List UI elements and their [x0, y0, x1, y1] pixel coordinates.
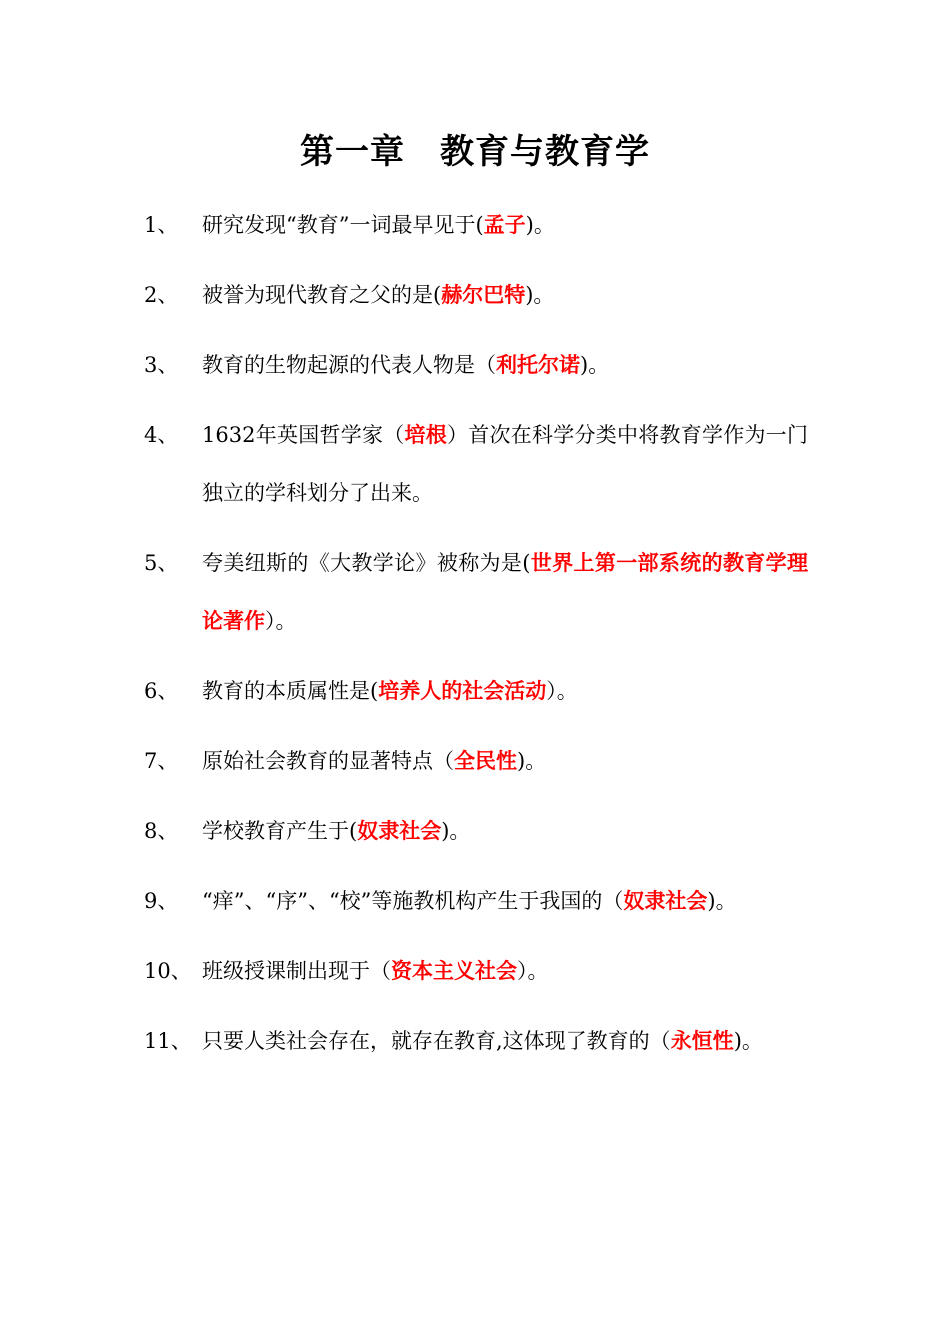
answer-highlight: 赫尔巴特 — [441, 282, 526, 307]
answer-highlight: 世界上第一部系统的教育学理论著作 — [202, 550, 809, 633]
question-text: 学校教育产生于( — [202, 819, 358, 843]
item-text — [202, 872, 808, 930]
item-text — [202, 802, 808, 860]
answer-highlight: 全民性 — [454, 748, 517, 773]
question-text: ）。 — [517, 959, 549, 983]
item-number: 2、 — [144, 283, 179, 307]
item-text — [202, 196, 808, 254]
list-item — [0, 942, 950, 1000]
item-text — [202, 266, 808, 324]
item-text — [202, 942, 808, 1000]
question-text: 只要人类社会存在，就存在教育,这体现了教育的（ — [202, 1029, 671, 1053]
item-text — [202, 406, 808, 522]
item-text — [202, 1012, 808, 1070]
question-text: 教育的本质属性是( — [202, 679, 379, 703]
list-item — [0, 802, 950, 860]
item-number: 7、 — [144, 749, 179, 773]
list-item — [0, 662, 950, 720]
answer-highlight: 奴隶社会 — [623, 888, 708, 913]
list-item — [0, 534, 950, 650]
list-item — [0, 732, 950, 790]
answer-highlight: 奴隶社会 — [357, 818, 442, 843]
item-number: 1、 — [144, 213, 179, 237]
question-text: ）。 — [265, 609, 297, 633]
item-number: 8、 — [144, 819, 179, 843]
item-text — [202, 534, 808, 650]
list-item — [0, 872, 950, 930]
question-text: )。 — [517, 749, 547, 773]
item-number: 9、 — [144, 889, 179, 913]
list-item — [0, 196, 950, 254]
answer-highlight: 永恒性 — [670, 1028, 734, 1053]
list-item — [0, 266, 950, 324]
question-text: 夸美纽斯的《大教学论》被称为是( — [202, 551, 531, 575]
question-text: “痒”、“序”、“校”等施教机构产生于我国的（ — [202, 889, 624, 913]
question-text: 教育的生物起源的代表人物是（ — [202, 353, 496, 377]
list-item — [0, 1012, 950, 1070]
question-text: )。 — [525, 283, 555, 307]
question-text: )。 — [441, 819, 471, 843]
list-item — [0, 406, 950, 522]
question-text: 原始社会教育的显著特点（ — [202, 749, 454, 773]
question-text: )。 — [707, 889, 737, 913]
item-number: 6、 — [144, 679, 179, 703]
question-text: 被誉为现代教育之父的是( — [202, 283, 442, 307]
question-text: ）首次在科学分类中将教育学作为一门独立的学科划分了出来。 — [202, 423, 809, 505]
question-text: 班级授课制出现于（ — [202, 959, 391, 983]
item-text — [202, 732, 808, 790]
answer-highlight: 资本主义社会 — [391, 958, 517, 983]
question-text: 研究发现“教育”一词最早见于( — [202, 213, 484, 237]
question-text: )。 — [733, 1029, 763, 1053]
question-text: 1632年英国哲学家（ — [202, 423, 405, 447]
item-number: 10、 — [144, 959, 192, 983]
answer-highlight: 利托尔诺 — [496, 352, 580, 377]
item-number: 4、 — [144, 423, 179, 447]
item-text — [202, 662, 808, 720]
question-text: )。 — [525, 213, 555, 237]
question-text: )。 — [580, 353, 610, 377]
answer-highlight: 培根 — [404, 422, 447, 447]
question-text: ）。 — [546, 679, 578, 703]
answer-highlight: 孟子 — [483, 212, 526, 237]
list-item — [0, 336, 950, 394]
item-text — [202, 336, 808, 394]
item-number: 11、 — [144, 1029, 192, 1053]
item-number: 3、 — [144, 353, 179, 377]
item-number: 5、 — [144, 551, 179, 575]
question-list — [0, 196, 950, 1082]
answer-highlight: 培养人的社会活动 — [378, 678, 547, 703]
chapter-title: 第一章 教育与教育学 — [300, 132, 650, 172]
